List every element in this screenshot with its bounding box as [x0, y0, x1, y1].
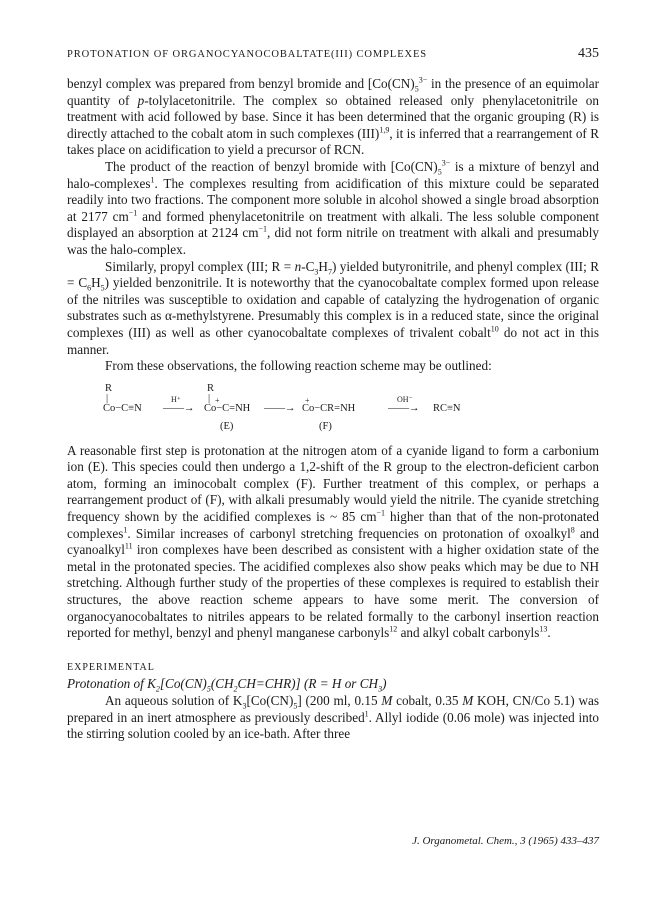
scheme-arrow-2: ——→ — [264, 402, 296, 414]
running-header — [67, 46, 599, 68]
body-text — [67, 76, 599, 743]
scheme-charge-f: + — [305, 395, 310, 405]
scheme-bond-1: | — [106, 392, 109, 404]
scheme-reagent-hydroxide: OH⁻ — [397, 394, 413, 404]
scheme-bond-2: | — [208, 392, 211, 404]
paragraph-3: Similarly, propyl complex (III; $R = n-C_3H_7$) yielded butyronitrile, and phenyl complex (III; $R = C_6H_5$) yielded benzonitrile. It is noteworthy that the cyanocobaltate complex formed upon release of the nitriles was susceptible to oxidation and capable of catalyzing the hydrogenation of organic substrates such as α-methylstyrene. Presumably this complex is in a reduced state, since the original complexes (III) as well as other cyanocobaltate complexes of trivalent cobalt$^{10}$ do not act in this manner. — [67, 258, 600, 357]
scheme-r-group-2: R — [207, 382, 215, 394]
paragraph-1: benzyl complex was prepared from benzyl bromide and [$Co(CN)_5^{3-}$ in the presence of an equimolar quantity of p-tolylacetonitrile. The complex so obtained released only phenylacetonitrile on treatment with acid followed by base. Since it has been determined that the organic grouping (R) is directly attached to the cobalt atom in such complexes (III)$^{1,9}$, it is inferred that a rearrangement of R takes place on acidification to yield a precursor of RCN. — [67, 75, 599, 158]
scheme-label-f: (F) — [319, 420, 332, 432]
scheme-r-group-1: R — [105, 382, 113, 394]
scheme-arrow-3: ——→ — [388, 402, 420, 414]
section-heading-experimental: EXPERIMENTAL — [67, 661, 155, 673]
scheme-label-e: (E) — [220, 420, 234, 432]
paragraph-2: The product of the reaction of benzyl bromide with [$Co(CN)_5^{3-}$ is a mixture of benzyl and halo-complexes$^1$. The complexes resulting from acidification of this mixture could be separated readily into two fractions. The component more soluble in alcohol showed a single broad absorption at 2177 $cm^{-1}$ and formed phenylacetonitrile on treatment with alkali. The less soluble component displayed an absorption at 2124 $cm^{-1}$, did not form nitrile on treatment with alkali and presumably was the halo-complex. — [67, 158, 599, 257]
scheme-iminocobalt: Co−CR=NH — [302, 402, 356, 414]
scheme-arrow-1: ——→ — [163, 402, 195, 414]
running-title: PROTONATION OF ORGANOCYANOCOBALTATE(III) COMPLEXES — [67, 49, 428, 60]
journal-citation: J. Organometal. Chem., 3 (1965) 433–437 — [412, 835, 599, 847]
paper-page — [67, 46, 599, 743]
paragraph-5: A reasonable first step is protonation at the nitrogen atom of a cyanide ligand to form a carbonium ion (E). This species could then undergo a 1,2-shift of the R group to the electron-deficient carbon atom, forming an iminocobalt complex (F). Further treatment of this complex, or perhaps a rearrangement product of (F), with alkali presumably would yield the nitrile. The cyanide stretching frequency shown by the acidified complexes is ~ 85 $cm^{-1}$ higher than that of the non-protonated complexes$^1$. Similar increases of carbonyl stretching frequencies on protonation of oxoalkyl$^8$ and cyanoalkyl$^{11}$ iron complexes have been described as consistent with a higher oxidation state of the metal in the protonated species. The acidified complexes also show peaks which may be due to NH stretching. Although further study of the properties of these complexes is required to establish their structures, the above reaction scheme appears to have some merit. The conversion of organocyanocobaltates to nitriles appears to be related formally to the carbonyl insertion reaction reported for methyl, benzyl and phenyl manganese carbonyls$^{12}$ and alkyl cobalt carbonyls$^{13}$. — [67, 442, 599, 641]
scheme-carbonium-ion: Co−C=NH — [204, 402, 251, 414]
reaction-scheme — [67, 379, 599, 437]
scheme-cobalt-cyanide: Co−C≡N — [103, 402, 142, 414]
subsection-heading: Protonation of $K_2[Co(CN)_5(CH_2CH=CHR)] (R = H$ or $CH_3$) — [67, 676, 387, 695]
scheme-reagent-proton: H⁺ — [171, 394, 181, 404]
paragraph-4: From these observations, the following reaction scheme may be outlined: — [105, 358, 492, 374]
page-number: 435 — [578, 46, 599, 61]
scheme-charge-e: + — [215, 395, 220, 405]
scheme-nitrile: RC≡N — [433, 402, 461, 414]
paragraph-6: An aqueous solution of $K_3[Co(CN)_5]$ (200 ml, 0.15 M cobalt, 0.35 M KOH, CN/Co 5.1) was prepared in an inert atmosphere as previously described$^1$. Allyl iodide (0.06 mole) was injected into the stirring solution cooled by an ice-bath. After three — [67, 693, 600, 742]
